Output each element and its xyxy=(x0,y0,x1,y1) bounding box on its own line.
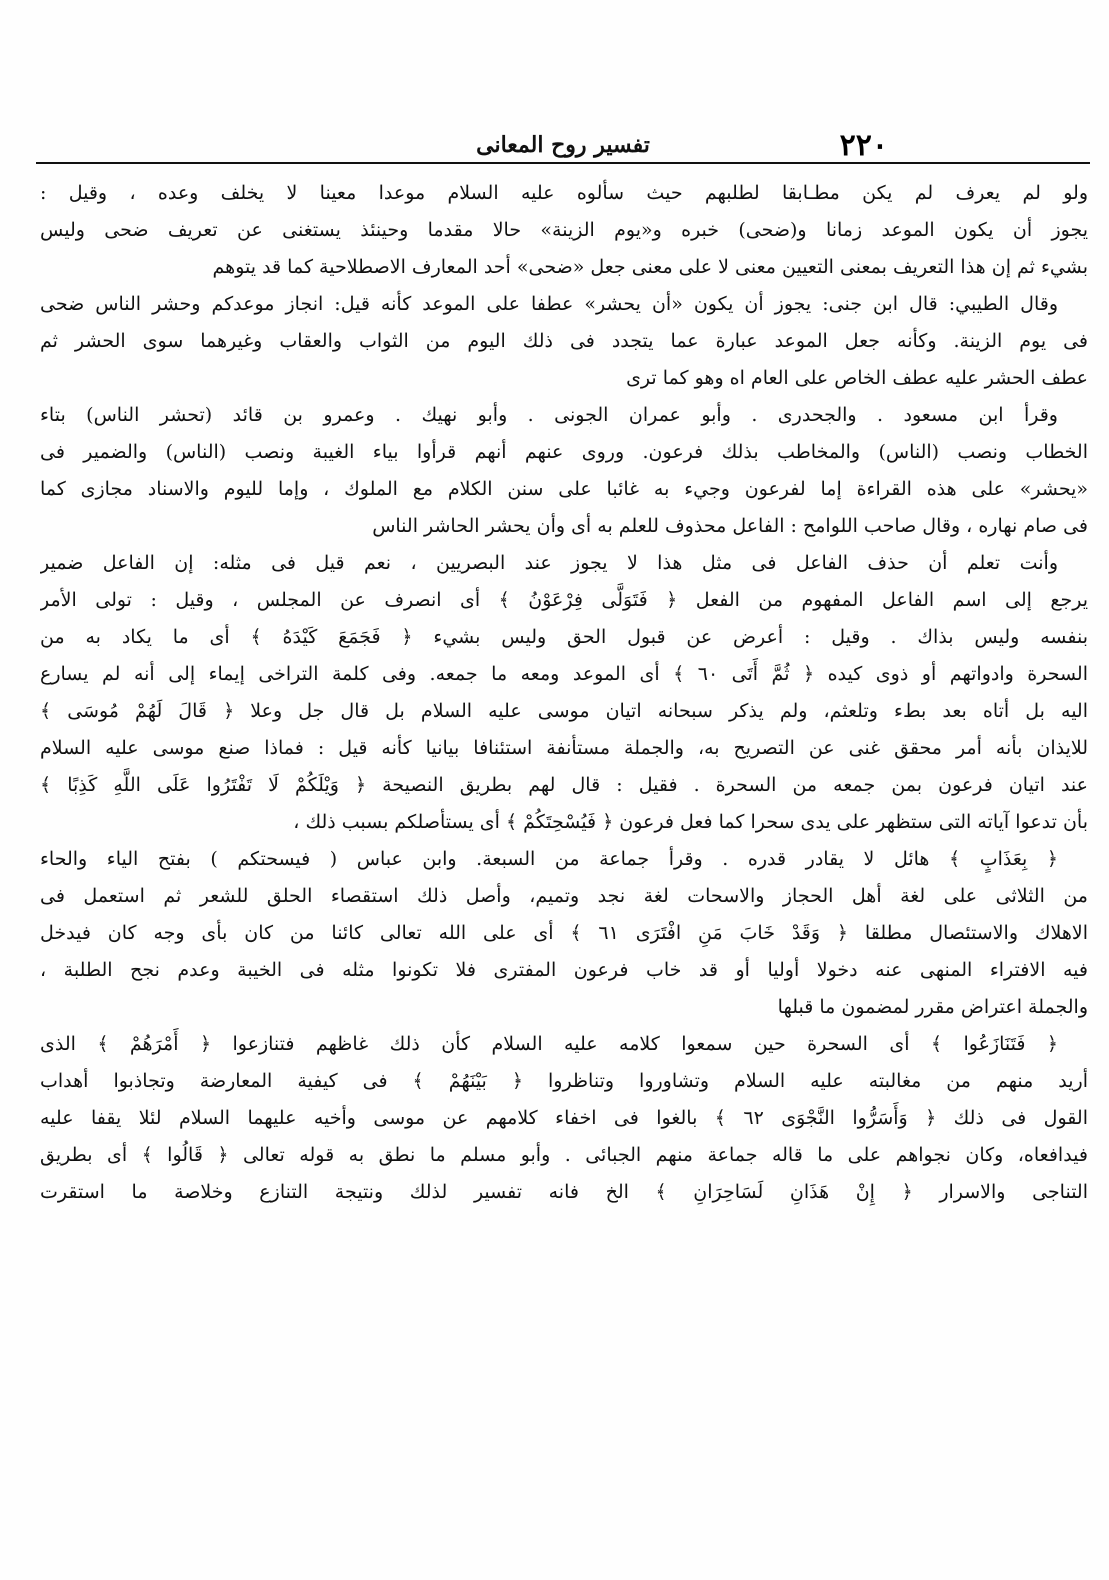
text-line: يرجع إلى اسم الفاعل المفهوم من الفعل ﴿ فَتَوَلَّى فِرْعَوْنُ ﴾ أى انصرف عن المجلس ، وقيل : تولى الأمر xyxy=(40,589,1088,611)
text-line: فيه الافتراء المنهى عنه دخولا أوليا أو قد خاب فرعون المفترى فلا تكونوا مثله فى الخيبة وعدم نجح الطلبة ، xyxy=(40,959,1088,981)
text-line: يجوز أن يكون الموعد زمانا و(ضحى) خبره و«يوم الزينة» حالا مقدما وحينئذ يستغنى عن تعريف ضحى وليس xyxy=(40,219,1088,241)
header-rule xyxy=(36,162,1090,164)
text-line: فيدافعاه، وكان نجواهم على ما قاله جماعة منهم الجبائى . وأبو مسلم ما نطق به قوله تعالى ﴿ قَالُوا ﴾ أى بطريق xyxy=(40,1144,1088,1166)
text-line: ولو لم يعرف لم يكن مطـابقا لطلبهم حيث سألوه عليه السلام موعدا معينا لا يخلف وعده ، وقيل : xyxy=(40,182,1088,204)
text-line: الاهلاك والاستئصال مطلقا ﴿ وَقَدْ خَابَ مَنِ افْتَرَى ٦١ ﴾ أى على الله تعالى كائنا من كان بأى وجه كان فيدخل xyxy=(40,922,1088,944)
text-line: القول فى ذلك ﴿ وَأَسَرُّوا النَّجْوَى ٦٢ ﴾ بالغوا فى اخفاء كلامهم عن موسى وأخيه عليهما السلام لئلا يقفا عليه xyxy=(40,1107,1088,1129)
text-line: السحرة وادواتهم أو ذوى كيده ﴿ ثُمَّ أَتَى ٦٠ ﴾ أى الموعد ومعه ما جمعه. وفى كلمة التراخى إيماء إلى أنه لم يسارع xyxy=(40,663,1088,685)
text-line: فى يوم الزينة. وكأنه جعل الموعد عبارة عما يتجدد فى ذلك اليوم من الثواب والعقاب وغيرهما سوى الحشر ثم xyxy=(40,330,1088,352)
text-line: عطف الحشر عليه عطف الخاص على العام اه وهو كما ترى xyxy=(626,367,1088,389)
text-line: بشيء ثم إن هذا التعريف بمعنى التعيين معنى لا على معنى جعل «ضحى» أحد المعارف الاصطلاحية كما قد يتوهم xyxy=(212,256,1088,278)
text-line: وقال الطيبي: قال ابن جنى: يجوز أن يكون «أن يحشر» عطفا على الموعد كأنه قيل: انجاز موعدكم وحشر الناس ضحى xyxy=(40,293,1058,315)
text-line: فى صام نهاره ، وقال صاحب اللوامح : الفاعل محذوف للعلم به أى وأن يحشر الحاشر الناس xyxy=(372,515,1088,537)
text-line: «يحشر» على هذه القراءة إما لفرعون وجيء به غائبا على سنن الكلام مع الملوك ، وإما لليوم والاسناد مجازى كما xyxy=(40,478,1088,500)
text-line: أريد منهم من مغالبته عليه السلام وتشاوروا وتناظروا ﴿ بَيْنَهُمْ ﴾ فى كيفية المعارضة وتجاذبوا أهداب xyxy=(40,1070,1088,1092)
text-line: ﴿ فَتَنَازَعُوا ﴾ أى السحرة حين سمعوا كلامه عليه السلام كأن ذلك غاظهم فتنازعوا ﴿ أَمْرَهُمْ ﴾ الذى xyxy=(40,1033,1058,1055)
text-line: ﴿ بِعَذَابٍ ﴾ هائل لا يقادر قدره . وقرأ جماعة من السبعة. وابن عباس ( فيسحتكم ) بفتح الياء والحاء xyxy=(40,848,1058,870)
text-line: وقرأ ابن مسعود . والجحدرى . وأبو عمران الجونى . وأبو نهيك . وعمرو بن قائد (تحشر الناس) بتاء xyxy=(40,404,1058,426)
text-line: عند اتيان فرعون بمن جمعه من السحرة . فقيل : قال لهم بطريق النصيحة ﴿ وَيْلَكُمْ لَا تَفْتَرُوا عَلَى اللَّهِ كَذِبًا ﴾ xyxy=(40,774,1088,796)
text-line: بأن تدعوا آياته التى ستظهر على يدى سحرا كما فعل فرعون ﴿ فَيُسْحِتَكُمْ ﴾ أى يستأصلكم بسبب ذلك ، xyxy=(293,811,1088,833)
text-line: الخطاب ونصب (الناس) والمخاطب بذلك فرعون. وروى عنهم أنهم قرأوا بياء الغيبة ونصب (الناس) والضمير فى xyxy=(40,441,1088,463)
body-text xyxy=(40,175,1088,1211)
text-line: بنفسه وليس بذاك . وقيل : أعرض عن قبول الحق وليس بشيء ﴿ فَجَمَعَ كَيْدَهُ ﴾ أى ما يكاد به من xyxy=(40,626,1088,648)
text-line: اليه بل أتاه بعد بطء وتلعثم، ولم يذكر سبحانه اتيان موسى عليه السلام بل قال جل وعلا ﴿ قَالَ لَهُمْ مُوسَى ﴾ xyxy=(40,700,1088,722)
text-line: من الثلاثى على لغة أهل الحجاز والاسحات لغة نجد وتميم، وأصل ذلك استقصاء الحلق للشعر ثم استعمل فى xyxy=(40,885,1088,907)
running-title: تفسير روح المعانى xyxy=(476,132,650,158)
text-line: والجملة اعتراض مقرر لمضمون ما قبلها xyxy=(777,996,1088,1018)
text-line: التناجى والاسرار ﴿ إِنْ هَذَانِ لَسَاحِرَانِ ﴾ الخ فانه تفسير لذلك ونتيجة التنازع وخلاصة ما استقرت xyxy=(40,1181,1088,1203)
text-line: وأنت تعلم أن حذف الفاعل فى مثل هذا لا يجوز عند البصريين ، نعم قيل فى مثله: إن الفاعل ضمير xyxy=(40,552,1058,574)
page-number: ٢٢٠ xyxy=(839,128,888,163)
text-line: للايذان بأنه أمر محقق غنى عن التصريح به، والجملة مستأنفة استئنافا بيانيا كأنه قيل : فماذا صنع موسى عليه السلام xyxy=(40,737,1088,759)
page-header xyxy=(38,128,1088,164)
